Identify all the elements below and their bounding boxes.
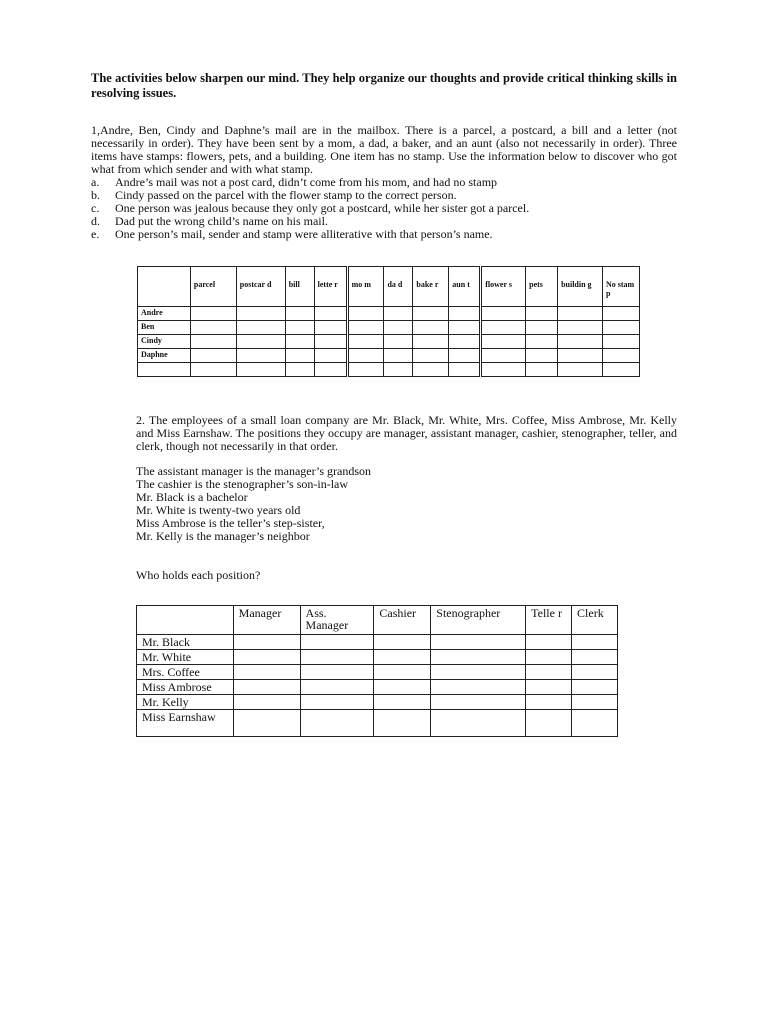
grid-column-header: postcar d — [236, 267, 285, 307]
grid-row — [137, 695, 618, 710]
puzzle1-clues — [91, 176, 677, 241]
grid-column-header: buildin g — [558, 267, 603, 307]
fact-line: Mr. Black is a bachelor — [136, 490, 248, 504]
grid-column-header: Telle r — [526, 606, 572, 635]
clue-item: a. Andre’s mail was not a post card, didn’t come from his mom, and had no stamp — [91, 175, 498, 189]
grid-column-header: mo m — [347, 267, 384, 307]
clue-item: e. One person’s mail, sender and stamp were alliterative with that person’s name. — [91, 227, 493, 241]
grid-row — [137, 665, 618, 680]
fact-line: Miss Ambrose is the teller’s step-sister, — [136, 516, 325, 530]
grid-column-header: Manager — [233, 606, 300, 635]
grid-row-label: Daphne — [138, 349, 191, 363]
grid-row — [137, 710, 618, 737]
puzzle2-facts — [136, 465, 371, 543]
fact-line: Mr. Kelly is the manager’s neighbor — [136, 529, 310, 543]
clue-item: b. Cindy passed on the parcel with the flower stamp to the correct person. — [91, 188, 457, 202]
grid-header-row — [137, 606, 618, 635]
grid-column-header: pets — [526, 267, 558, 307]
grid-row-label — [138, 363, 191, 377]
grid-column-header: Ass. Manager — [300, 606, 374, 635]
mail-logic-grid — [137, 266, 640, 377]
puzzle2-description: 2. The employees of a small loan company are Mr. Black, Mr. White, Mrs. Coffee, Miss Ambrose, Mr. Kelly and Miss Earnshaw. The positions they occupy are manager, assistant manager, cashier, stenographer, teller, and clerk, though not necessarily in that order. — [136, 413, 677, 453]
fact-line: The assistant manager is the manager’s grandson — [136, 464, 372, 478]
grid-row-label: Andre — [138, 307, 191, 321]
grid-row-label: Cindy — [138, 335, 191, 349]
grid-row — [137, 680, 618, 695]
clue-item: c. One person was jealous because they only got a postcard, while her sister got a parcel. — [91, 201, 530, 215]
grid-row-label: Mr. Kelly — [137, 695, 234, 710]
grid-column-header: lette r — [314, 267, 347, 307]
grid-column-header: bake r — [413, 267, 449, 307]
grid-row — [137, 635, 618, 650]
grid-row — [138, 307, 640, 321]
grid-column-header: parcel — [190, 267, 236, 307]
grid-row — [138, 363, 640, 377]
grid-row-label: Mr. White — [137, 650, 234, 665]
grid-column-header: Clerk — [572, 606, 618, 635]
puzzle1-description: 1,Andre, Ben, Cindy and Daphne’s mail are in the mailbox. There is a parcel, a postcard, a bill and a letter (not necessarily in order). They have been sent by a mom, a dad, a baker, and an aunt (also not necessarily in order). Three items have stamps: flowers, pets, and a building. One item has no stamp. Use the information below to discover who got what from which sender and with what stamp. — [91, 123, 677, 176]
fact-line: Mr. White is twenty-two years old — [136, 503, 301, 517]
grid-column-header: Cashier — [374, 606, 431, 635]
grid-row-label: Miss Earnshaw — [137, 710, 234, 737]
grid-header-row — [138, 267, 640, 307]
clue-item: d. Dad put the wrong child’s name on his mail. — [91, 214, 328, 228]
grid-row — [138, 349, 640, 363]
grid-row — [138, 335, 640, 349]
grid-row-label: Ben — [138, 321, 191, 335]
puzzle2-question: Who holds each position? — [136, 568, 261, 582]
grid-column-header: No stam p — [603, 267, 640, 307]
grid-row-label: Mr. Black — [137, 635, 234, 650]
fact-line: The cashier is the stenographer’s son-in-law — [136, 477, 349, 491]
grid-column-header: Stenographer — [431, 606, 526, 635]
grid-row-label: Miss Ambrose — [137, 680, 234, 695]
grid-column-header: da d — [384, 267, 413, 307]
positions-grid — [136, 605, 618, 737]
grid-row — [137, 650, 618, 665]
grid-column-header: bill — [285, 267, 314, 307]
grid-row — [138, 321, 640, 335]
intro-paragraph: The activities below sharpen our mind. They help organize our thoughts and provide critical thinking skills in resolving issues. — [91, 71, 677, 100]
grid-column-header: flower s — [481, 267, 526, 307]
grid-row-label: Mrs. Coffee — [137, 665, 234, 680]
grid-column-header: aun t — [449, 267, 481, 307]
